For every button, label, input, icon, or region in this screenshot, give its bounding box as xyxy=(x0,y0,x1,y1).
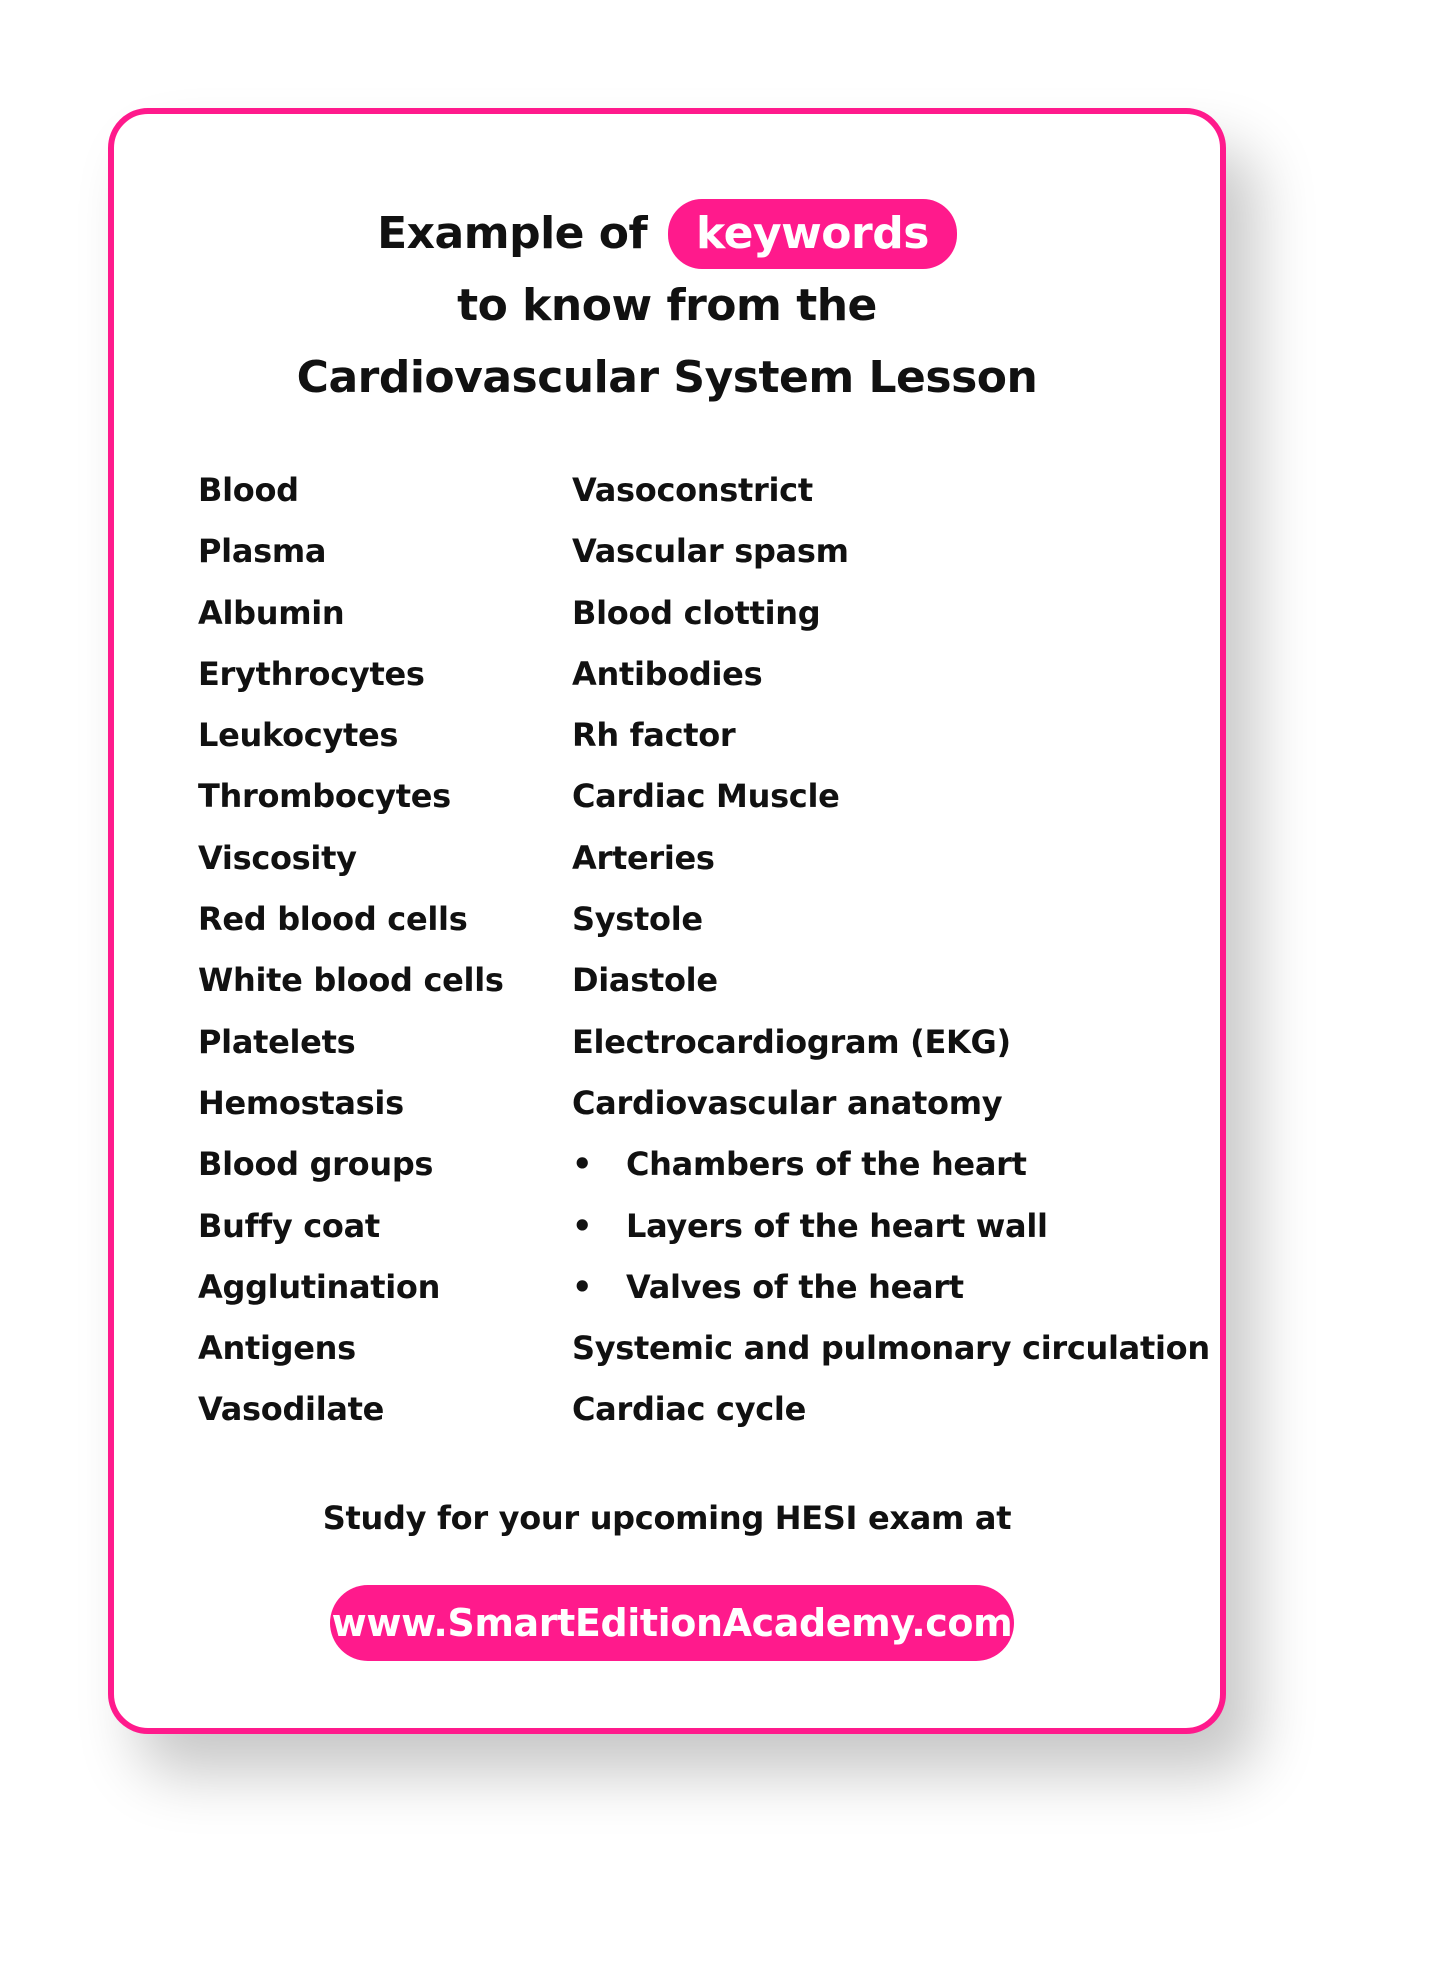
keyword-item xyxy=(572,889,1192,950)
keyword-text: Systole xyxy=(572,900,703,939)
keyword-item xyxy=(572,828,1192,889)
keyword-item: Albumin xyxy=(198,593,345,632)
left-keyword-list xyxy=(198,460,568,1441)
keyword-text: Layers of the heart wall xyxy=(626,1206,1048,1245)
keyword-item xyxy=(572,1073,1192,1134)
keyword-text: Electrocardiogram (EKG) xyxy=(572,1022,1011,1061)
keyword-item: Agglutination xyxy=(198,1267,441,1306)
keyword-item xyxy=(572,460,1192,521)
keyword-item: Hemostasis xyxy=(198,1083,404,1122)
keyword-item xyxy=(572,644,1192,705)
keyword-subitem xyxy=(572,1134,1192,1195)
keyword-text: Chambers of the heart xyxy=(626,1145,1027,1184)
keyword-item: Platelets xyxy=(198,1022,356,1061)
keyword-text: Vascular spasm xyxy=(572,532,849,571)
keyword-item: Vasodilate xyxy=(198,1390,385,1429)
bullet-icon: • xyxy=(572,1267,593,1306)
keyword-text: Diastole xyxy=(572,961,718,1000)
keyword-item xyxy=(572,521,1192,582)
keyword-item: Viscosity xyxy=(198,838,357,877)
keyword-text: Vasoconstrict xyxy=(572,471,813,509)
keyword-text: Systemic and pulmonary circulation xyxy=(572,1329,1210,1368)
keyword-item: Thrombocytes xyxy=(198,777,451,816)
bullet-icon: • xyxy=(572,1145,593,1184)
keyword-item: Leukocytes xyxy=(198,716,399,755)
title-line-3: Cardiovascular System Lesson xyxy=(296,352,1038,403)
keyword-item: Red blood cells xyxy=(198,900,468,939)
keyword-item xyxy=(572,950,1192,1011)
keyword-item: Blood xyxy=(198,471,299,509)
card-title xyxy=(114,198,1220,414)
keyword-text: Blood clotting xyxy=(572,593,821,632)
website-link[interactable]: www.SmartEditionAcademy.com xyxy=(330,1585,1014,1661)
title-line-1 xyxy=(114,198,1220,270)
keyword-text: Cardiac cycle xyxy=(572,1390,807,1429)
right-keyword-list xyxy=(572,460,1210,1441)
keyword-item: Erythrocytes xyxy=(198,654,425,693)
keyword-item: Plasma xyxy=(198,532,327,571)
keyword-item xyxy=(572,705,1192,766)
keywords-highlight-pill: keywords xyxy=(668,199,957,269)
keyword-item: Buffy coat xyxy=(198,1206,380,1245)
keyword-item: Antigens xyxy=(198,1329,356,1368)
keyword-text: Cardiac Muscle xyxy=(572,777,840,816)
keyword-item: Blood groups xyxy=(198,1145,434,1184)
keyword-text: Cardiovascular anatomy xyxy=(572,1083,1003,1122)
keyword-item xyxy=(572,1318,1210,1379)
keyword-subitem xyxy=(572,1196,1192,1257)
bullet-icon: • xyxy=(572,1206,593,1245)
keyword-subitem xyxy=(572,1257,1192,1318)
title-prefix: Example of xyxy=(377,208,648,259)
footer-text: Study for your upcoming HESI exam at xyxy=(322,1499,1012,1537)
keyword-item: White blood cells xyxy=(198,961,504,1000)
keyword-item xyxy=(572,1012,1192,1073)
keyword-item xyxy=(572,766,1192,827)
keyword-card xyxy=(108,108,1226,1734)
keyword-item xyxy=(572,1379,1192,1440)
keyword-text: Antibodies xyxy=(572,654,763,693)
keyword-text: Arteries xyxy=(572,838,715,877)
keyword-text: Valves of the heart xyxy=(626,1267,964,1306)
keyword-text: Rh factor xyxy=(572,716,736,755)
keyword-item xyxy=(572,583,1192,644)
title-line-2: to know from the xyxy=(457,280,877,331)
